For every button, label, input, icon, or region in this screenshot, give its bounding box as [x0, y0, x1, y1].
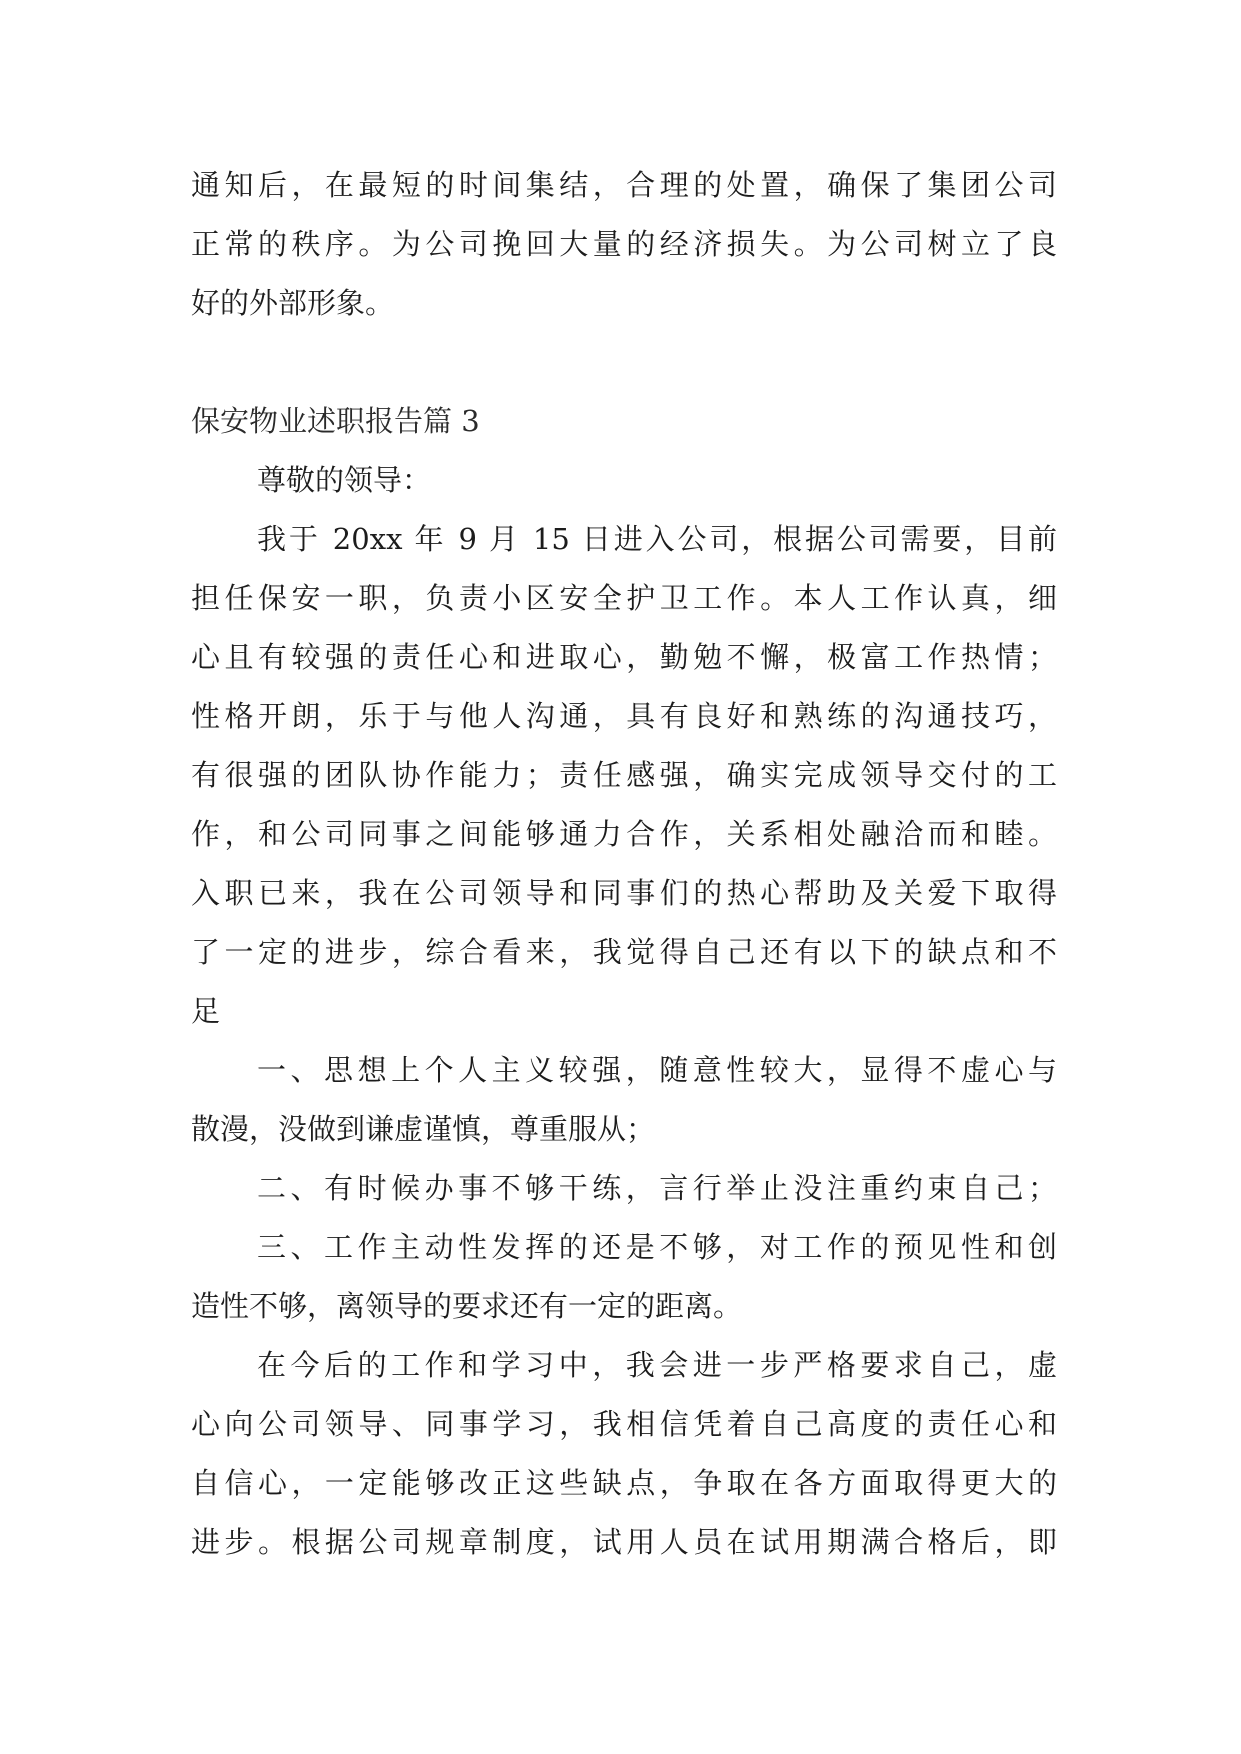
paragraph-gap — [191, 333, 1057, 392]
text-line: 一、思想上个人主义较强，随意性较大，显得不虚心与 — [257, 1053, 1057, 1087]
intro-paragraph — [191, 510, 1057, 1041]
text-line: 正常的秩序。为公司挽回大量的经济损失。为公司树立了良 — [191, 227, 1057, 261]
text-line: 进步。根据公司规章制度，试用人员在试用期满合格后，即 — [191, 1525, 1057, 1559]
text-line: 通知后，在最短的时间集结，合理的处置，确保了集团公司 — [191, 168, 1057, 202]
text-line: 有很强的团队协作能力；责任感强，确实完成领导交付的工 — [191, 758, 1057, 792]
section-heading: 保安物业述职报告篇 3 — [191, 404, 480, 438]
text-line: 了一定的进步，综合看来，我觉得自己还有以下的缺点和不 — [191, 935, 1057, 969]
text-line: 作，和公司同事之间能够通力合作，关系相处融洽而和睦。 — [191, 817, 1057, 851]
text-line: 散漫，没做到谦虚谨慎，尊重服从； — [191, 1112, 656, 1146]
shortcoming-item-3 — [191, 1218, 1057, 1336]
closing-paragraph — [191, 1336, 1057, 1572]
text-line: 入职已来，我在公司领导和同事们的热心帮助及关爱下取得 — [191, 876, 1057, 910]
shortcoming-item-1 — [191, 1041, 1057, 1159]
document-body — [191, 156, 1057, 1572]
text-line: 心且有较强的责任心和进取心，勤勉不懈，极富工作热情； — [191, 640, 1057, 674]
text-line: 好的外部形象。 — [191, 286, 395, 320]
text-line: 心向公司领导、同事学习，我相信凭着自己高度的责任心和 — [191, 1407, 1057, 1441]
text-line: 足 — [191, 994, 221, 1028]
text-line: 性格开朗，乐于与他人沟通，具有良好和熟练的沟通技巧， — [191, 699, 1057, 733]
salutation: 尊敬的领导： — [257, 463, 432, 497]
previous-paragraph — [191, 156, 1057, 333]
text-line: 自信心，一定能够改正这些缺点，争取在各方面取得更大的 — [191, 1466, 1057, 1500]
text-line: 二、有时候办事不够干练，言行举止没注重约束自己； — [257, 1171, 1057, 1205]
text-line: 三、工作主动性发挥的还是不够，对工作的预见性和创 — [257, 1230, 1057, 1264]
text-line: 我于 20xx 年 9 月 15 日进入公司，根据公司需要，目前 — [257, 522, 1057, 556]
text-line: 造性不够，离领导的要求还有一定的距离。 — [191, 1289, 743, 1323]
shortcoming-item-2 — [191, 1159, 1057, 1218]
text-line: 担任保安一职，负责小区安全护卫工作。本人工作认真，细 — [191, 581, 1057, 615]
text-line: 在今后的工作和学习中，我会进一步严格要求自己，虚 — [257, 1348, 1057, 1382]
